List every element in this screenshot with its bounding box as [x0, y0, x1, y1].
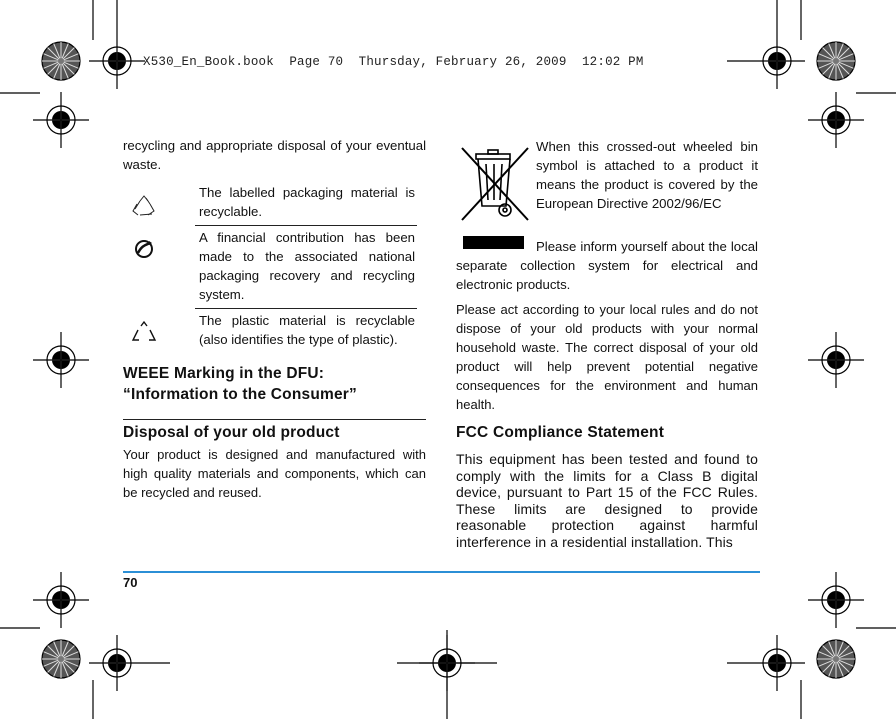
wheeled-bin-paragraph: When this crossed-out wheeled bin symbol is attached to a product it means the product is covered by the European Directive 2002/96/EC [536, 139, 758, 211]
green-dot-icon [130, 235, 158, 263]
weee-heading-line1: WEEE Marking in the DFU: [123, 365, 325, 382]
registration-mark-icon [808, 332, 864, 388]
weee-heading-line2: “Information to the Consumer” [123, 386, 357, 403]
row-divider [195, 308, 417, 309]
registration-mark-icon [89, 33, 145, 89]
plastic-recycle-icon [130, 318, 158, 346]
intro-paragraph: recycling and appropriate disposal of your eventual waste. [123, 138, 426, 172]
packaging-row-text: A financial contribution has been made to the associated national packaging recovery and recycling system. [199, 230, 415, 302]
star-target-icon [817, 640, 855, 678]
star-target-icon [817, 42, 855, 80]
registration-mark-icon [749, 635, 805, 691]
registration-mark-icon [33, 92, 89, 148]
fcc-paragraph: This equipment has been tested and found to comply with the limits for a Class B digital device, pursuant to Part 15 of the FCC Rules. These limits are designed to provide reasonable protection against harmful interference in a residential installation. This [456, 451, 758, 550]
inform-paragraph: Please inform yourself about the local separate collection system for electrical and electronic products. [456, 239, 758, 292]
section-divider [123, 419, 426, 420]
star-target-icon [42, 42, 80, 80]
registration-mark-icon [33, 572, 89, 628]
row-divider [195, 225, 417, 226]
star-target-icon [42, 640, 80, 678]
registration-mark-icon [33, 332, 89, 388]
print-header-line: X530_En_Book.book Page 70 Thursday, February 26, 2009 12:02 PM [143, 55, 644, 69]
fcc-heading: FCC Compliance Statement [456, 424, 665, 441]
registration-mark-icon [808, 572, 864, 628]
disposal-paragraph: Your product is designed and manufactured with high quality materials and components, which can be recycled and reused. [123, 447, 426, 500]
crossed-out-wheeled-bin-icon [458, 142, 530, 226]
registration-mark-icon [749, 33, 805, 89]
packaging-row-text: The plastic material is recyclable (also identifies the type of plastic). [199, 313, 415, 347]
disposal-heading: Disposal of your old product [123, 424, 340, 441]
recycle-triangle-icon [130, 193, 158, 221]
act-paragraph: Please act according to your local rules and do not dispose of your old products with your normal household waste. The correct disposal of your old product will help prevent potential negative consequences for the environment and human health. [456, 302, 758, 412]
registration-mark-icon [89, 635, 145, 691]
page-number: 70 [123, 575, 138, 590]
packaging-row-text: The labelled packaging material is recyclable. [199, 185, 415, 219]
registration-mark-icon [808, 92, 864, 148]
footer-rule [123, 571, 760, 573]
